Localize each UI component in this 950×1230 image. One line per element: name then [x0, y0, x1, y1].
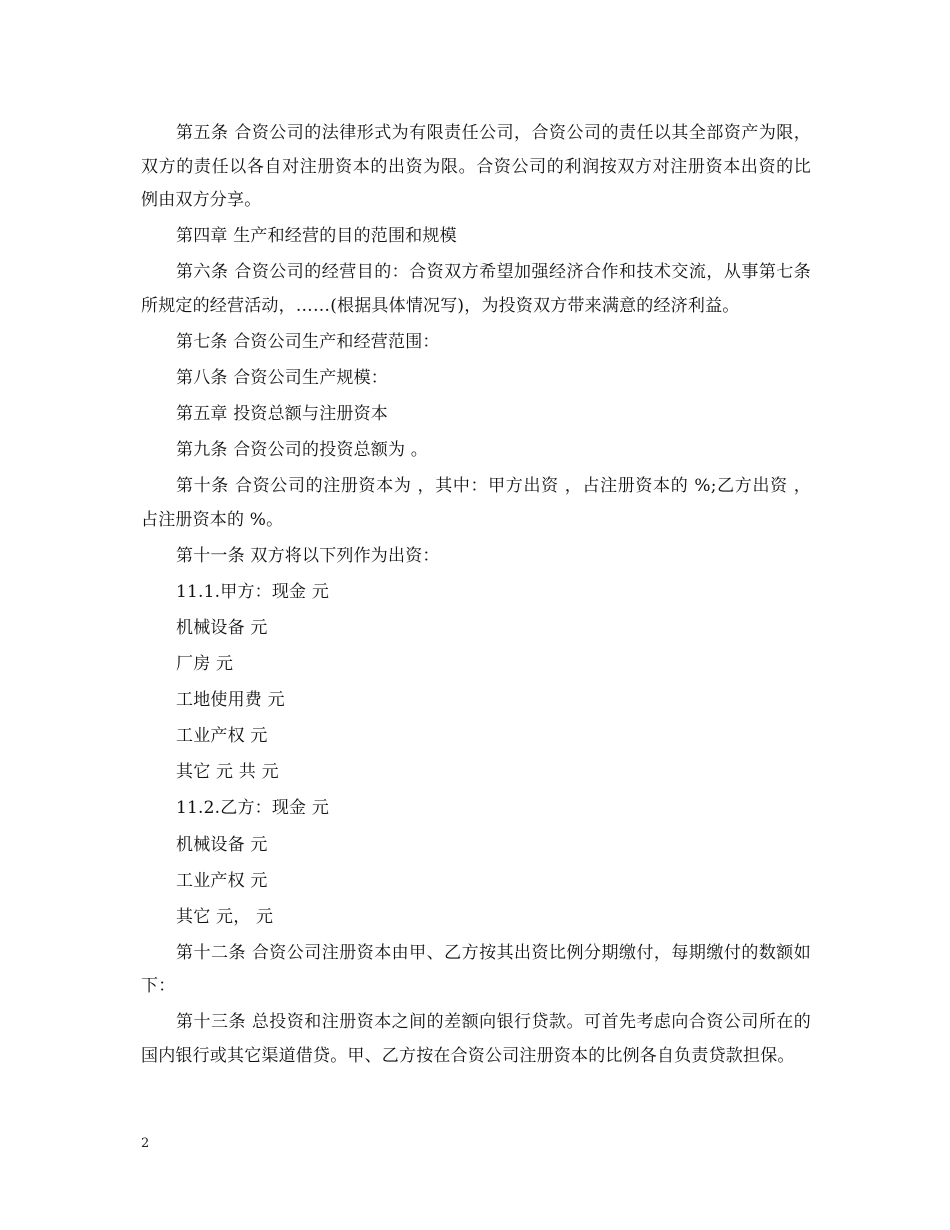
party-a-plant-line: 厂房 元 [176, 654, 234, 675]
article-8-paragraph: 第八条 合资公司生产规模： [176, 367, 389, 388]
chapter-4-heading: 第四章 生产和经营的目的范围和规模 [176, 226, 457, 247]
party-a-site-fee-line: 工地使用费 元 [176, 690, 285, 711]
article-9-paragraph: 第九条 合资公司的投资总额为 。 [176, 440, 429, 461]
article-5-paragraph: 第五条 合资公司的法律形式为有限责任公司，合资公司的责任以其全部资产为限，双方的责任以各自对注册资本的出资为限。合资公司的利润按双方对注册资本出资的比例由双方分享。 [141, 123, 811, 210]
article-6-paragraph: 第六条 合资公司的经营目的：合资双方希望加强经济合作和技术交流，从事第七条所规定的经营活动，……(根据具体情况写)，为投资双方带来满意的经济利益。 [141, 262, 811, 316]
party-a-ip-line: 工业产权 元 [176, 726, 268, 747]
article-10-paragraph: 第十条 合资公司的注册资本为 ，其中：甲方出资 ，占注册资本的 %;乙方出资 ，占注册资本的 %。 [141, 476, 811, 530]
party-a-cash-line: 11.1.甲方：现金 元 [176, 581, 330, 602]
chapter-5-heading: 第五章 投资总额与注册资本 [176, 403, 389, 424]
article-13-paragraph: 第十三条 总投资和注册资本之间的差额向银行贷款。可首先考虑向合资公司所在的国内银行或其它渠道借贷。甲、乙方按在合资公司注册资本的比例各自负责贷款担保。 [141, 1012, 811, 1066]
article-11-paragraph: 第十一条 双方将以下列作为出资： [176, 545, 440, 566]
party-b-machinery-line: 机械设备 元 [176, 834, 268, 855]
document-body [141, 117, 811, 1076]
party-b-other-line: 其它 元， 元 [176, 906, 274, 927]
page-number: 2 [141, 1136, 150, 1151]
party-a-machinery-line: 机械设备 元 [176, 617, 268, 638]
article-7-paragraph: 第七条 合资公司生产和经营范围： [176, 331, 440, 352]
party-a-other-line: 其它 元 共 元 [176, 762, 279, 783]
party-b-ip-line: 工业产权 元 [176, 870, 268, 891]
article-12-paragraph: 第十二条 合资公司注册资本由甲、乙方按其出资比例分期缴付，每期缴付的数额如下： [141, 942, 811, 997]
party-b-cash-line: 11.2.乙方：现金 元 [176, 798, 330, 819]
